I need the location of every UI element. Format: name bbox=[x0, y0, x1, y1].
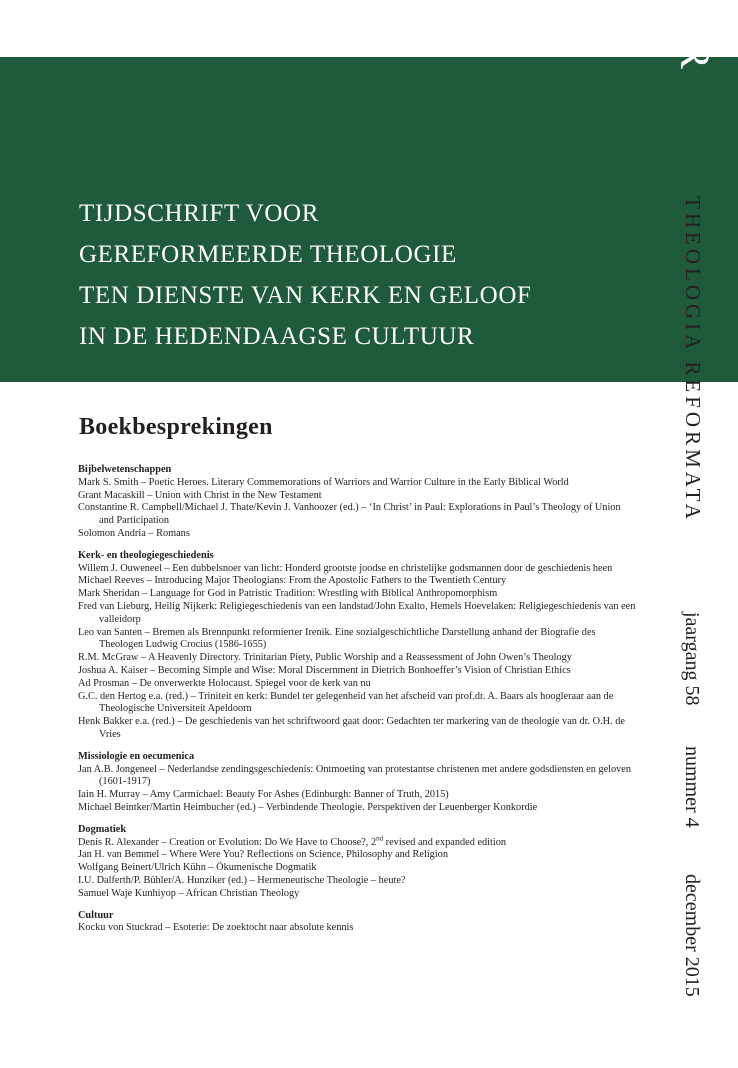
subtitle-line: GEREFORMEERDE THEOLOGIE bbox=[79, 241, 457, 268]
journal-subtitle bbox=[79, 193, 531, 357]
category-heading: Bijbelwetenschappen bbox=[78, 464, 172, 475]
logo-letter: R bbox=[671, 40, 717, 69]
review-entry: Henk Bakker e.a. (red.) – De geschiedenis van het schriftwoord gaat door: Gedachten ter markering van de theologie van dr. O.H. de Vries bbox=[78, 716, 625, 740]
subtitle-line: TEN DIENSTE VAN KERK EN GELOOF bbox=[79, 282, 532, 309]
review-entry: Iain H. Murray – Amy Carmichael: Beauty For Ashes (Edinburgh: Banner of Truth, 2015) bbox=[78, 789, 449, 801]
review-entry: Samuel Waje Kunhiyop – African Christian Theology bbox=[78, 887, 300, 899]
review-entry: G.C. den Hertog e.a. (red.) – Triniteit en kerk: Bundel ter gelegenheid van het afscheid van prof.dr. A. Baars als hoogleraar aan de Theologische Universiteit Apeldoorn bbox=[78, 690, 614, 715]
category-heading: Cultuur bbox=[78, 909, 114, 921]
section-title: Boekbesprekingen bbox=[79, 414, 273, 440]
review-entry: Solomon Andria – Romans bbox=[78, 527, 190, 539]
category-heading: Kerk- en theologiegeschiedenis bbox=[78, 549, 214, 561]
review-list bbox=[78, 464, 638, 935]
category-heading: Dogmatiek bbox=[78, 823, 127, 835]
review-entry: Michael Beintker/Martin Heimbucher (ed.) – Verbindende Theologie. Perspektiven der Leuenberger Konkordie bbox=[78, 801, 538, 813]
review-entry: Leo van Santen – Bremen als Brennpunkt reformierter Irenik. Eine sozialgeschichtliche Darstellung anhand der Biografie des Theologen Ludwig Crocius (1586-1655) bbox=[78, 626, 596, 651]
review-entry: Jan A.B. Jongeneel – Nederlandse zendingsgeschiedenis: Ontmoeting van protestantse christenen met andere godsdiensten en geloven (1601-1917) bbox=[78, 763, 632, 788]
review-entry: Mark S. Smith – Poetic Heroes. Literary Commemorations of Warriors and Warrior Culture in the Early Biblical World bbox=[78, 476, 569, 488]
review-entry: Willem J. Ouweneel – Een dubbelsnoer van licht: Honderd grootste joodse en christelijke godsmannen door de geschiedenis heen bbox=[78, 562, 613, 574]
review-entry: Wolfgang Beinert/Ulrich Kühn – Ökumenische Dogmatik bbox=[78, 862, 317, 874]
journal-logo bbox=[665, 35, 715, 75]
review-entry: Constantine R. Campbell/Michael J. Thate/Kevin J. Vanhoozer (ed.) – ‘In Christ’ in Paul: Explorations in Paul’s Theology of Union and Participation bbox=[78, 502, 621, 527]
spine-date: december 2015 bbox=[681, 874, 703, 997]
review-entry: Ad Prosman – De onverwerkte Holocaust. Spiegel voor de kerk van nu bbox=[78, 677, 371, 689]
review-entry: Joshua A. Kaiser – Becoming Simple and Wise: Moral Discernment in Dietrich Bonhoeffer’s Vision of Christian Ethics bbox=[78, 664, 571, 676]
review-entry: Mark Sheridan – Language for God in Patristic Tradition: Wrestling with Biblical Anthropomorphism bbox=[78, 588, 498, 600]
spine-volume: jaargang 58 bbox=[681, 612, 703, 706]
spine-title: THEOLOGIA REFORMATA bbox=[681, 196, 705, 523]
subtitle-line: IN DE HEDENDAAGSE CULTUUR bbox=[79, 323, 475, 350]
review-entry: Grant Macaskill – Union with Christ in the New Testament bbox=[78, 489, 322, 501]
spine-issue: nummer 4 bbox=[681, 746, 703, 828]
review-entry: Michael Reeves – Introducing Major Theologians: From the Apostolic Fathers to the Twentieth Century bbox=[78, 575, 507, 587]
review-entry: Kocku von Stuckrad – Esoterie: De zoektocht naar absolute kennis bbox=[78, 922, 354, 934]
review-entry: I.U. Dalferth/P. Bühler/A. Hunziker (ed.) – Hermeneutische Theologie – heute? bbox=[78, 874, 406, 886]
review-entry: Fred van Lieburg, Heilig Nijkerk: Religiegeschiedenis van een landstad/John Exalto, Hemels Hoevelaken: Religiegeschiedenis van een valleidorp bbox=[78, 600, 636, 625]
review-entry: Jan H. van Bemmel – Where Were You? Reflections on Science, Philosophy and Religion bbox=[78, 849, 448, 861]
category-heading: Missiologie en oecumenica bbox=[78, 750, 195, 762]
subtitle-line: TIJDSCHRIFT VOOR bbox=[79, 200, 319, 227]
review-entry: Denis R. Alexander – Creation or Evolution: Do We Have to Choose?, 2nd revised and expanded edition bbox=[78, 834, 507, 848]
review-entry: R.M. McGraw – A Heavenly Directory. Trinitarian Piety, Public Worship and a Reassessment of John Owen’s Theology bbox=[78, 652, 572, 664]
